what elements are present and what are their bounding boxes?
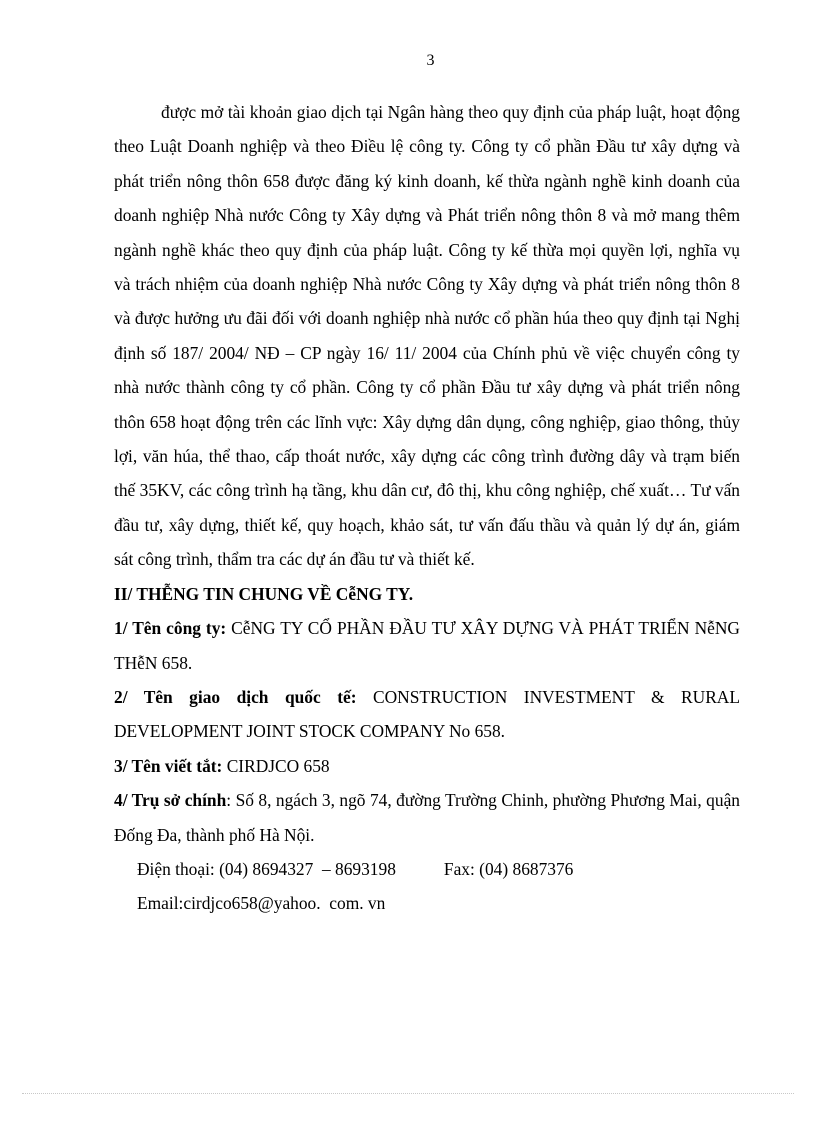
fax-number: Fax: (04) 8687376: [443, 858, 574, 879]
headquarters-value: : Số 8, ngách 3, ngõ 74, đường Trường Chinh, phường Phương Mai, quận Đống Đa, thành phố Hà Nội.: [114, 790, 740, 845]
page-bottom-rule: [22, 1093, 794, 1094]
abbreviation-item: [114, 749, 740, 783]
contact-email-line: [114, 886, 740, 920]
international-name-label: 2/ Tên giao dịch quốc tế:: [114, 686, 357, 707]
body-paragraph: được mở tài khoản giao dịch tại Ngân hàng theo quy định của pháp luật, hoạt động theo Luật Doanh nghiệp và theo Điều lệ công ty. Công ty cổ phần Đầu tư xây dựng và phát triển nông thôn 658 được đăng ký kinh doanh, kế thừa ngành nghề kinh doanh của doanh nghiệp Nhà nước Công ty Xây dựng và Phát triển nông thôn 8 và mở mang thêm ngành nghề khác theo quy định của pháp luật. Công ty kế thừa mọi quyền lợi, nghĩa vụ và trách nhiệm của doanh nghiệp Nhà nước Công ty Xây dựng và phát triển nông thôn 8 và được hưởng ưu đãi đối với doanh nghiệp nhà nước cổ phần húa theo quy định tại Nghị định số 187/ 2004/ NĐ – CP ngày 16/ 11/ 2004 của Chính phủ về việc chuyển công ty nhà nước thành công ty cổ phần. Công ty cổ phần Đầu tư xây dựng và phát triển nông thôn 658 hoạt động trên các lĩnh vực: Xây dựng dân dụng, công nghiệp, giao thông, thủy lợi, văn húa, thể thao, cấp thoát nước, xây dựng các công trình đường dây và trạm biến thế 35KV, các công trình hạ tầng, khu dân cư, đô thị, khu công nghiệp, chế xuất… Tư vấn đầu tư, xây dựng, thiết kế, quy hoạch, khảo sát, tư vấn đấu thầu và quản lý dự án, giám sát công trình, thẩm tra các dự án đầu tư và thiết kế.: [114, 102, 740, 570]
email-address: Email:cirdjco658@yahoo. com. vn: [137, 893, 386, 914]
abbreviation-value: CIRDJCO 658: [222, 755, 330, 776]
international-name-item: [114, 680, 740, 749]
headquarters-item: [114, 783, 740, 852]
headquarters-label: 4/ Trụ sở chính: [114, 790, 227, 811]
document-body: [114, 95, 740, 921]
company-name-item: [114, 611, 740, 680]
company-name-value: CễNG TY CỔ PHẦN ĐẦU TƯ XÂY DỰNG VÀ PHÁT TRIỂN NễNG THễN 658.: [114, 618, 740, 673]
section-heading: II/ THỄNG TIN CHUNG VỀ CễNG TY.: [114, 583, 414, 604]
company-name-label: 1/ Tên công ty:: [114, 618, 227, 639]
abbreviation-label: 3/ Tên viết tắt:: [114, 755, 223, 776]
phone-number: Điện thoại: (04) 8694327 – 8693198: [137, 858, 396, 879]
contact-phone-fax-line: [114, 852, 740, 886]
page-number: 3: [426, 52, 435, 69]
international-name-value: CONSTRUCTION INVESTMENT & RURAL DEVELOPMENT JOINT STOCK COMPANY No 658.: [114, 686, 740, 742]
